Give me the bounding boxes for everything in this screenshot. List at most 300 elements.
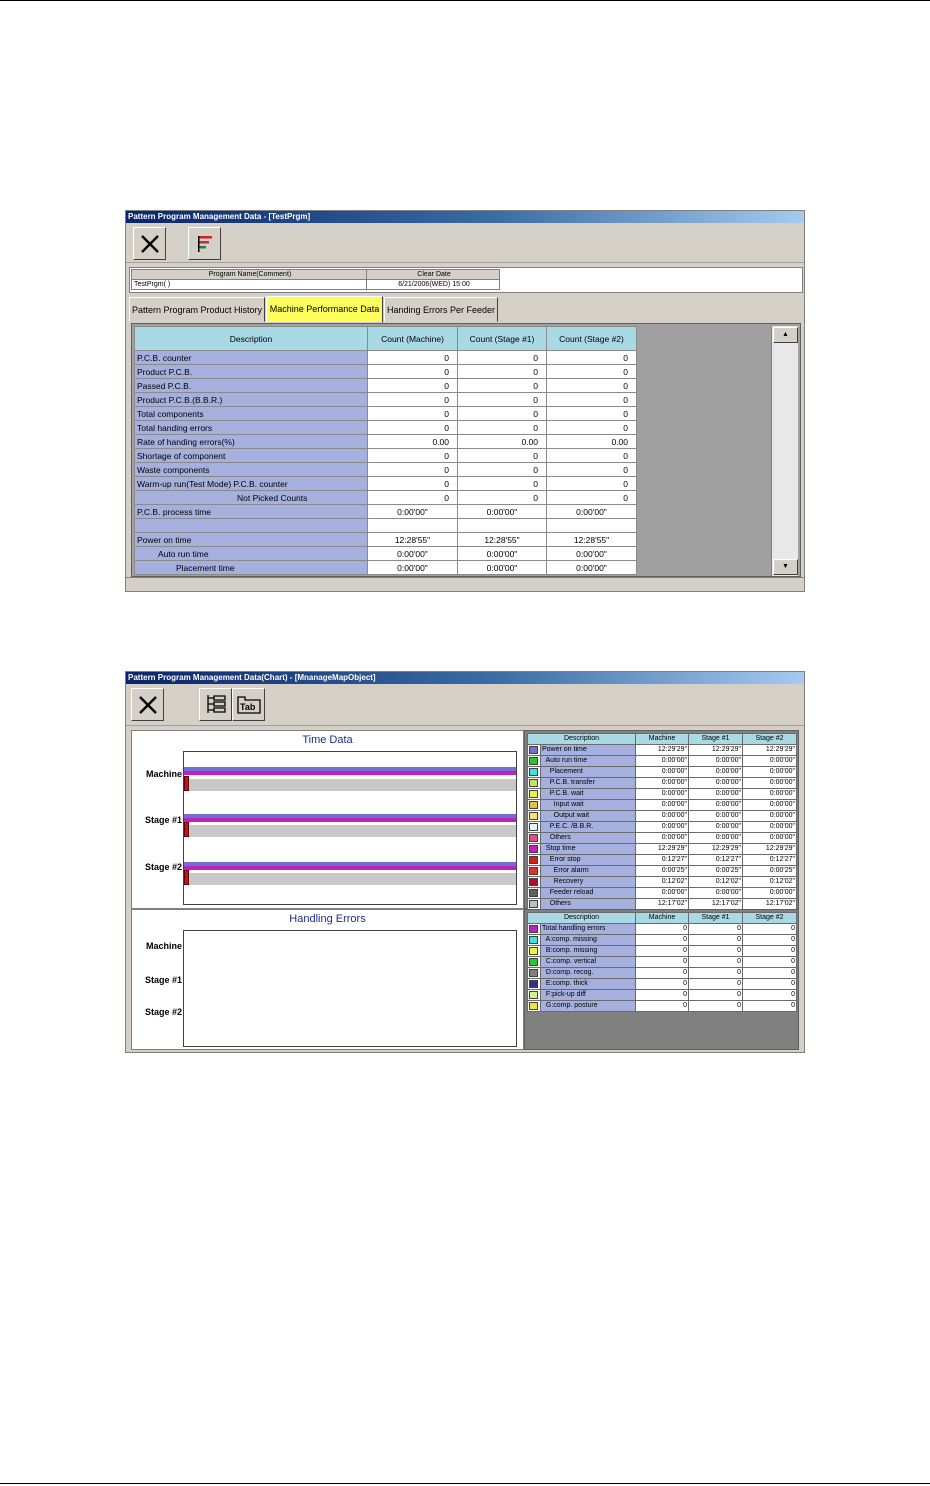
table-row[interactable]	[528, 766, 797, 777]
row-value: 12:28'55"	[458, 533, 547, 547]
table-row[interactable]	[528, 810, 797, 821]
bar-stage2-stop	[184, 866, 516, 870]
row-value: 0	[547, 491, 637, 505]
close-icon	[137, 694, 159, 716]
row-value: 0	[636, 956, 689, 967]
col-stage1: Stage #1	[689, 734, 743, 745]
row-value: 0	[458, 393, 547, 407]
color-swatch-icon	[529, 958, 538, 966]
row-value: 0	[636, 934, 689, 945]
table-row[interactable]	[528, 978, 797, 989]
table-row[interactable]	[135, 379, 637, 393]
toolbar	[126, 223, 804, 263]
row-value: 0:00'00"	[636, 832, 689, 843]
row-value: 0	[458, 421, 547, 435]
row-description: B:comp. missing	[541, 945, 636, 956]
legend-swatch	[528, 865, 541, 876]
row-description: Feeder reload	[541, 887, 636, 898]
row-value: 12:29'29"	[743, 843, 797, 854]
row-value: 0	[368, 463, 458, 477]
table-row[interactable]	[135, 491, 637, 505]
row-description	[135, 519, 368, 533]
legend-swatch	[528, 777, 541, 788]
table-row[interactable]	[135, 547, 637, 561]
label-machine: Machine	[145, 941, 182, 951]
row-value: 12:29'29"	[636, 744, 689, 755]
table-row[interactable]	[528, 945, 797, 956]
window-title: Pattern Program Management Data(Chart) - [MnanageMapObject]	[126, 672, 804, 684]
legend-swatch	[528, 821, 541, 832]
chart-window	[125, 671, 805, 1053]
label-stage1: Stage #1	[144, 975, 182, 985]
color-swatch-icon	[529, 936, 538, 944]
row-value: 0:00'00"	[689, 821, 743, 832]
row-description: P.C.B. process time	[135, 505, 368, 519]
legend-swatch	[528, 788, 541, 799]
scroll-down-button[interactable]: ▼	[773, 559, 798, 575]
row-value: 12:28'55"	[547, 533, 637, 547]
row-description: Waste components	[135, 463, 368, 477]
row-value: 0:00'00"	[458, 561, 547, 575]
col-description: Description	[528, 734, 636, 745]
performance-table	[134, 326, 637, 575]
toolbar	[126, 684, 804, 726]
row-value: 0.00	[458, 435, 547, 449]
table-row[interactable]	[135, 449, 637, 463]
color-swatch-icon	[529, 768, 538, 776]
table-row[interactable]	[135, 505, 637, 519]
bar-stage1-stop	[184, 818, 516, 822]
legend-swatch	[528, 766, 541, 777]
table-row[interactable]	[135, 435, 637, 449]
row-value: 0	[743, 989, 797, 1000]
row-value: 0	[689, 989, 743, 1000]
table-row[interactable]	[135, 519, 637, 533]
col-stage2: Stage #2	[743, 734, 797, 745]
row-value: 0	[636, 1000, 689, 1011]
row-value: 12:29'29"	[689, 744, 743, 755]
time-data-table-panel	[524, 730, 799, 909]
row-value: 0	[458, 449, 547, 463]
tree-view-button[interactable]	[199, 688, 232, 721]
row-value: 0:00'00"	[368, 547, 458, 561]
program-header-table	[129, 267, 803, 293]
row-value: 0	[689, 1000, 743, 1011]
table-row[interactable]	[528, 898, 797, 909]
tab-icon	[236, 693, 262, 717]
row-value: 0	[368, 351, 458, 365]
table-row[interactable]	[528, 777, 797, 788]
row-value: 0	[368, 491, 458, 505]
color-swatch-icon	[529, 790, 538, 798]
row-description: Passed P.C.B.	[135, 379, 368, 393]
row-description: Power on time	[541, 744, 636, 755]
performance-data-window	[125, 210, 805, 592]
color-swatch-icon	[529, 878, 538, 886]
row-value: 0	[547, 379, 637, 393]
row-value: 0:12'02"	[743, 876, 797, 887]
table-row[interactable]	[528, 799, 797, 810]
row-description: Product P.C.B.(B.B.R.)	[135, 393, 368, 407]
row-value: 0:00'00"	[743, 799, 797, 810]
row-value: 0	[547, 421, 637, 435]
row-value: 0:00'00"	[689, 832, 743, 843]
row-description: A:comp. missing	[541, 934, 636, 945]
bar-chart-icon	[194, 233, 216, 255]
table-row[interactable]	[135, 351, 637, 365]
row-value: 0	[368, 393, 458, 407]
row-value: 0:00'00"	[689, 887, 743, 898]
col-description: Description	[135, 327, 368, 351]
legend-swatch	[528, 887, 541, 898]
color-swatch-icon	[529, 925, 538, 933]
row-value: 0:00'00"	[689, 766, 743, 777]
row-value: 0	[743, 956, 797, 967]
table-row[interactable]	[528, 1000, 797, 1011]
row-value: 0.00	[368, 435, 458, 449]
col-machine: Machine	[636, 734, 689, 745]
row-value: 0.00	[547, 435, 637, 449]
table-row[interactable]	[528, 923, 797, 934]
row-value: 12:29'29"	[689, 843, 743, 854]
table-row[interactable]	[135, 561, 637, 575]
row-value: 0:12'02"	[636, 876, 689, 887]
row-value: 0:00'00"	[547, 561, 637, 575]
row-value: 12:17'02"	[689, 898, 743, 909]
row-value: 0	[458, 351, 547, 365]
row-description: Others	[541, 898, 636, 909]
svg-text:Tab: Tab	[239, 701, 255, 712]
row-value: 0:12'27"	[743, 854, 797, 865]
row-value: 0	[689, 956, 743, 967]
legend-swatch	[528, 898, 541, 909]
color-swatch-icon	[529, 947, 538, 955]
program-name-value: TestPrgm( )	[131, 279, 367, 290]
close-button[interactable]	[131, 688, 164, 721]
tab-product-history[interactable]: Pattern Program Product History	[129, 297, 265, 322]
table-row[interactable]	[528, 755, 797, 766]
row-value: 0	[458, 407, 547, 421]
row-description: Warm-up run(Test Mode) P.C.B. counter	[135, 477, 368, 491]
legend-swatch	[528, 755, 541, 766]
row-value: 0	[547, 477, 637, 491]
color-swatch-icon	[529, 801, 538, 809]
row-value: 0	[743, 923, 797, 934]
table-row[interactable]	[528, 876, 797, 887]
col-count-stage1: Count (Stage #1)	[458, 327, 547, 351]
row-value: 0	[368, 421, 458, 435]
color-swatch-icon	[529, 845, 538, 853]
row-description: P.C.B. transfer	[541, 777, 636, 788]
legend-swatch	[528, 923, 541, 934]
row-value: 0:00'00"	[368, 505, 458, 519]
row-value: 0	[547, 365, 637, 379]
row-value: 0:00'00"	[689, 799, 743, 810]
bar-machine-others	[184, 779, 516, 791]
row-value: 0:00'25"	[636, 865, 689, 876]
row-description: Others	[541, 832, 636, 843]
row-value: 0:00'00"	[743, 755, 797, 766]
row-value: 0	[458, 365, 547, 379]
time-plot-area	[183, 751, 517, 905]
row-description: Placement time	[135, 561, 368, 575]
status-bar	[126, 577, 804, 591]
table-row[interactable]	[135, 407, 637, 421]
color-swatch-icon	[529, 889, 538, 897]
row-description: Power on time	[135, 533, 368, 547]
row-value: 0:00'00"	[636, 821, 689, 832]
row-description: F:pick-up diff	[541, 989, 636, 1000]
table-row[interactable]	[135, 365, 637, 379]
row-value: 0:12'27"	[636, 854, 689, 865]
color-swatch-icon	[529, 867, 538, 875]
row-value: 0	[743, 1000, 797, 1011]
row-value: 0:00'00"	[743, 766, 797, 777]
label-stage2: Stage #2	[144, 862, 182, 872]
table-row[interactable]	[135, 421, 637, 435]
table-row[interactable]	[528, 788, 797, 799]
tab-machine-performance[interactable]: Machine Performance Data	[266, 296, 383, 323]
row-value: 12:29'29"	[743, 744, 797, 755]
row-value: 0	[547, 351, 637, 365]
scroll-up-button[interactable]: ▲	[773, 327, 798, 343]
row-value: 0:00'00"	[547, 547, 637, 561]
table-row[interactable]	[135, 463, 637, 477]
tab-view-button[interactable]	[232, 688, 265, 721]
legend-swatch	[528, 989, 541, 1000]
row-value: 0:00'00"	[689, 777, 743, 788]
program-name-label: Program Name(Comment)	[131, 269, 367, 280]
row-value: 0:00'00"	[547, 505, 637, 519]
legend-swatch	[528, 934, 541, 945]
legend-swatch	[528, 744, 541, 755]
table-row[interactable]	[528, 865, 797, 876]
color-swatch-icon	[529, 812, 538, 820]
bar-stage2-error-stop	[184, 870, 189, 885]
table-row[interactable]	[135, 533, 637, 547]
row-value: 0	[368, 365, 458, 379]
row-value: 0:00'00"	[636, 799, 689, 810]
row-value: 0	[547, 407, 637, 421]
row-value: 0:00'00"	[458, 547, 547, 561]
bottom-rule	[0, 1483, 930, 1484]
table-row[interactable]	[135, 477, 637, 491]
color-swatch-icon	[529, 746, 538, 754]
legend-swatch	[528, 799, 541, 810]
row-value: 0	[458, 463, 547, 477]
row-description: Error stop	[541, 854, 636, 865]
bar-stage2-others	[184, 873, 516, 885]
row-value: 0:00'00"	[689, 788, 743, 799]
color-swatch-icon	[529, 969, 538, 977]
row-value: 0:00'00"	[743, 887, 797, 898]
color-swatch-icon	[529, 991, 538, 999]
legend-swatch	[528, 967, 541, 978]
color-swatch-icon	[529, 980, 538, 988]
table-row[interactable]	[528, 934, 797, 945]
row-description: Input wait	[541, 799, 636, 810]
row-value: 0:00'00"	[743, 832, 797, 843]
row-value: 12:17'02"	[743, 898, 797, 909]
row-value: 0:00'25"	[743, 865, 797, 876]
handling-errors-panel	[131, 909, 524, 1050]
col-stage2: Stage #2	[743, 913, 797, 924]
row-description: Not Picked Counts	[135, 491, 368, 505]
table-row[interactable]	[528, 887, 797, 898]
row-value: 0	[458, 477, 547, 491]
row-description: Output wait	[541, 810, 636, 821]
clear-date-value: 6/21/2006(WED) 15:00	[366, 279, 500, 290]
row-description: Total handing errors	[135, 421, 368, 435]
row-value: 12:28'55"	[368, 533, 458, 547]
color-swatch-icon	[529, 900, 538, 908]
row-value: 0:12'02"	[689, 876, 743, 887]
table-row[interactable]	[135, 393, 637, 407]
row-value: 0	[689, 945, 743, 956]
table-row[interactable]	[528, 821, 797, 832]
row-value: 0	[547, 393, 637, 407]
row-description: Recovery	[541, 876, 636, 887]
table-row[interactable]	[528, 967, 797, 978]
label-stage2: Stage #2	[144, 1007, 182, 1017]
errors-plot-area	[183, 930, 517, 1047]
row-value: 0	[368, 449, 458, 463]
row-description: Error alarm	[541, 865, 636, 876]
time-data-title: Time Data	[302, 734, 353, 746]
top-rule	[0, 0, 930, 1]
row-value: 0:00'00"	[743, 777, 797, 788]
col-stage1: Stage #1	[689, 913, 743, 924]
row-description: Auto run time	[541, 755, 636, 766]
row-description: D:comp. recog.	[541, 967, 636, 978]
close-button[interactable]	[133, 227, 166, 260]
time-data-table	[527, 733, 797, 910]
row-description: Total handling errors	[541, 923, 636, 934]
row-description: Placement	[541, 766, 636, 777]
legend-swatch	[528, 978, 541, 989]
color-swatch-icon	[529, 856, 538, 864]
legend-swatch	[528, 945, 541, 956]
row-value: 0	[547, 463, 637, 477]
row-description: P.C.B. wait	[541, 788, 636, 799]
row-value: 0:00'00"	[636, 766, 689, 777]
color-swatch-icon	[529, 834, 538, 842]
legend-swatch	[528, 1000, 541, 1011]
table-row[interactable]	[528, 843, 797, 854]
time-data-panel	[131, 730, 524, 909]
row-value: 0:00'00"	[458, 505, 547, 519]
table-row[interactable]	[528, 744, 797, 755]
row-value: 0:12'27"	[689, 854, 743, 865]
color-swatch-icon	[529, 779, 538, 787]
row-value: 0	[743, 945, 797, 956]
label-machine: Machine	[145, 769, 182, 779]
vertical-scrollbar[interactable]	[771, 326, 798, 576]
row-value	[547, 519, 637, 533]
legend-swatch	[528, 956, 541, 967]
tab-handing-errors-feeder[interactable]: Handing Errors Per Feeder	[384, 297, 498, 322]
row-value: 0	[458, 491, 547, 505]
row-description: Rate of handing errors(%)	[135, 435, 368, 449]
table-row[interactable]	[528, 854, 797, 865]
table-row[interactable]	[528, 989, 797, 1000]
row-value: 12:17'02"	[636, 898, 689, 909]
row-value	[458, 519, 547, 533]
handling-errors-title: Handling Errors	[289, 913, 366, 925]
row-value: 0	[743, 934, 797, 945]
row-description: C:comp. vertical	[541, 956, 636, 967]
legend-swatch	[528, 854, 541, 865]
legend-swatch	[528, 832, 541, 843]
row-value: 0	[636, 967, 689, 978]
row-description: Total components	[135, 407, 368, 421]
row-value: 0:00'00"	[689, 810, 743, 821]
row-value: 0	[636, 923, 689, 934]
legend-swatch	[528, 810, 541, 821]
row-value: 0:00'00"	[636, 810, 689, 821]
bar-machine-stop	[184, 771, 516, 775]
table-row[interactable]	[528, 956, 797, 967]
row-value: 0:00'00"	[636, 777, 689, 788]
row-value: 0:00'25"	[689, 865, 743, 876]
col-count-stage2: Count (Stage #2)	[547, 327, 637, 351]
row-value: 0:00'00"	[743, 821, 797, 832]
row-value: 0	[368, 407, 458, 421]
legend-swatch	[528, 843, 541, 854]
row-value: 0	[547, 449, 637, 463]
row-description: G:comp. posture	[541, 1000, 636, 1011]
color-swatch-icon	[529, 757, 538, 765]
chart-view-button[interactable]	[188, 227, 221, 260]
row-value: 0:00'00"	[636, 755, 689, 766]
row-value: 0:00'00"	[636, 887, 689, 898]
bar-stage1-error-stop	[184, 822, 189, 837]
row-description: Product P.C.B.	[135, 365, 368, 379]
row-value: 0	[689, 934, 743, 945]
row-value	[368, 519, 458, 533]
label-stage1: Stage #1	[144, 815, 182, 825]
table-row[interactable]	[528, 832, 797, 843]
legend-swatch	[528, 876, 541, 887]
row-value: 0:00'00"	[743, 810, 797, 821]
window-title: Pattern Program Management Data - [TestPrgm]	[126, 211, 804, 223]
performance-grid	[131, 323, 801, 577]
row-description: Auto run time	[135, 547, 368, 561]
row-description: P.C.B. counter	[135, 351, 368, 365]
close-icon	[139, 233, 161, 255]
clear-date-label: Clear Date	[366, 269, 500, 280]
row-value: 0:00'00"	[636, 788, 689, 799]
row-value: 0	[636, 989, 689, 1000]
row-description: E:comp. thick	[541, 978, 636, 989]
row-value: 0	[689, 978, 743, 989]
row-value: 0:00'00"	[743, 788, 797, 799]
row-description: Stop time	[541, 843, 636, 854]
tree-icon	[204, 693, 228, 717]
row-value: 0	[368, 379, 458, 393]
row-value: 0	[743, 978, 797, 989]
row-value: 0	[368, 477, 458, 491]
row-value: 0	[743, 967, 797, 978]
row-description: Shortage of component	[135, 449, 368, 463]
col-machine: Machine	[636, 913, 689, 924]
row-value: 0	[689, 923, 743, 934]
bar-stage1-others	[184, 825, 516, 837]
col-description: Description	[528, 913, 636, 924]
color-swatch-icon	[529, 823, 538, 831]
row-value: 12:29'29"	[636, 843, 689, 854]
row-value: 0:00'00"	[368, 561, 458, 575]
